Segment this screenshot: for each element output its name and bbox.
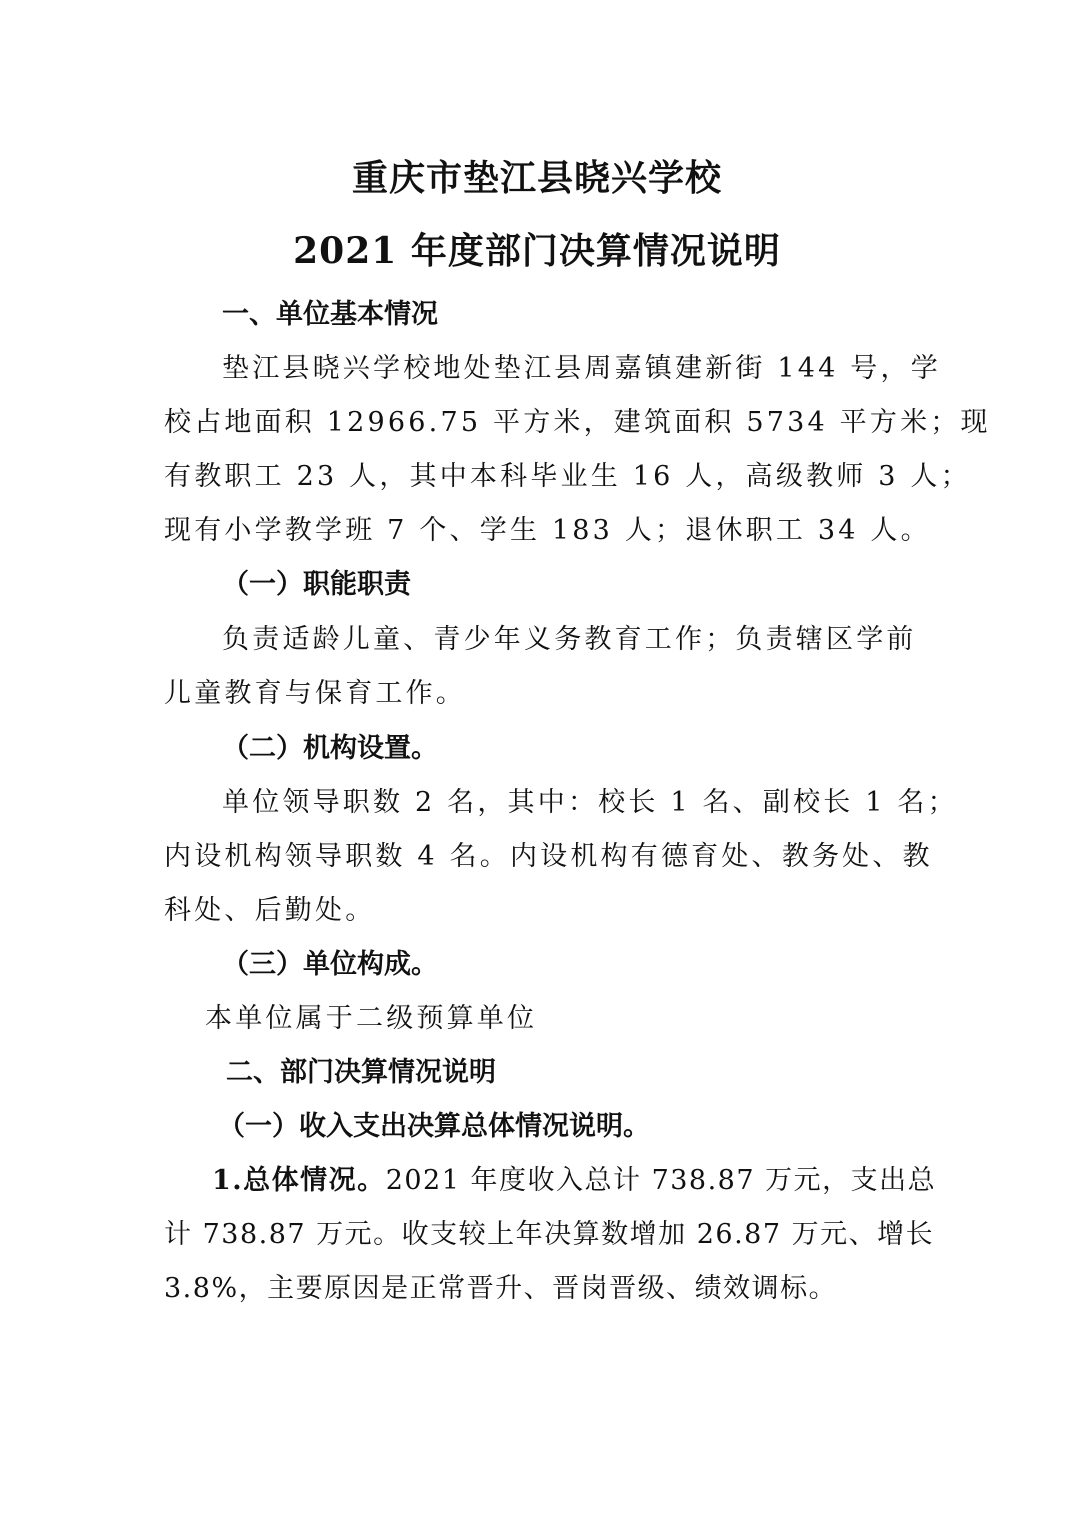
- section1-para-line: 有教职工 23 人，其中本科毕业生 16 人，高级教师 3 人；: [164, 461, 971, 492]
- section1-para-line: 校占地面积 12966.75 平方米，建筑面积 5734 平方米；现: [164, 407, 991, 438]
- section1-heading: 一、单位基本情况: [222, 299, 438, 330]
- section2-heading: 二、部门决算情况说明: [226, 1057, 496, 1088]
- section1-para-line: 垫江县晓兴学校地处垫江县周嘉镇建新街 144 号，学: [222, 353, 941, 384]
- item1-label: 1.总体情况。: [212, 1165, 386, 1196]
- document-title-line2: 2021 年度部门决算情况说明: [293, 230, 781, 272]
- sub2-heading: （二）机构设置。: [222, 733, 438, 764]
- sub1-heading: （一）职能职责: [222, 569, 411, 600]
- sub2-line: 内设机构领导职数 4 名。内设机构有德育处、教务处、教: [164, 841, 933, 872]
- sub1-line: 负责适龄儿童、青少年义务教育工作；负责辖区学前: [222, 624, 917, 655]
- sub3-heading: （三）单位构成。: [222, 949, 438, 980]
- sub1-line: 儿童教育与保育工作。: [164, 678, 466, 709]
- section1-para-line: 现有小学教学班 7 个、学生 183 人；退休职工 34 人。: [164, 515, 931, 546]
- sub3-line: 本单位属于二级预算单位: [205, 1003, 538, 1034]
- sub2-line: 单位领导职数 2 名，其中：校长 1 名、副校长 1 名；: [222, 787, 958, 818]
- item1-line: [212, 1158, 936, 1197]
- item1-line1-text: 2021 年度收入总计 738.87 万元，支出总: [385, 1165, 937, 1196]
- sub2-line: 科处、后勤处。: [164, 895, 376, 926]
- item1-line: 3.8%，主要原因是正常晋升、晋岗晋级、绩效调标。: [164, 1273, 838, 1304]
- item1-line: 计 738.87 万元。收支较上年决算数增加 26.87 万元、增长: [164, 1219, 935, 1250]
- section2-sub1-heading: （一）收入支出决算总体情况说明。: [218, 1111, 650, 1142]
- document-title-line1: 重庆市垫江县晓兴学校: [351, 157, 722, 199]
